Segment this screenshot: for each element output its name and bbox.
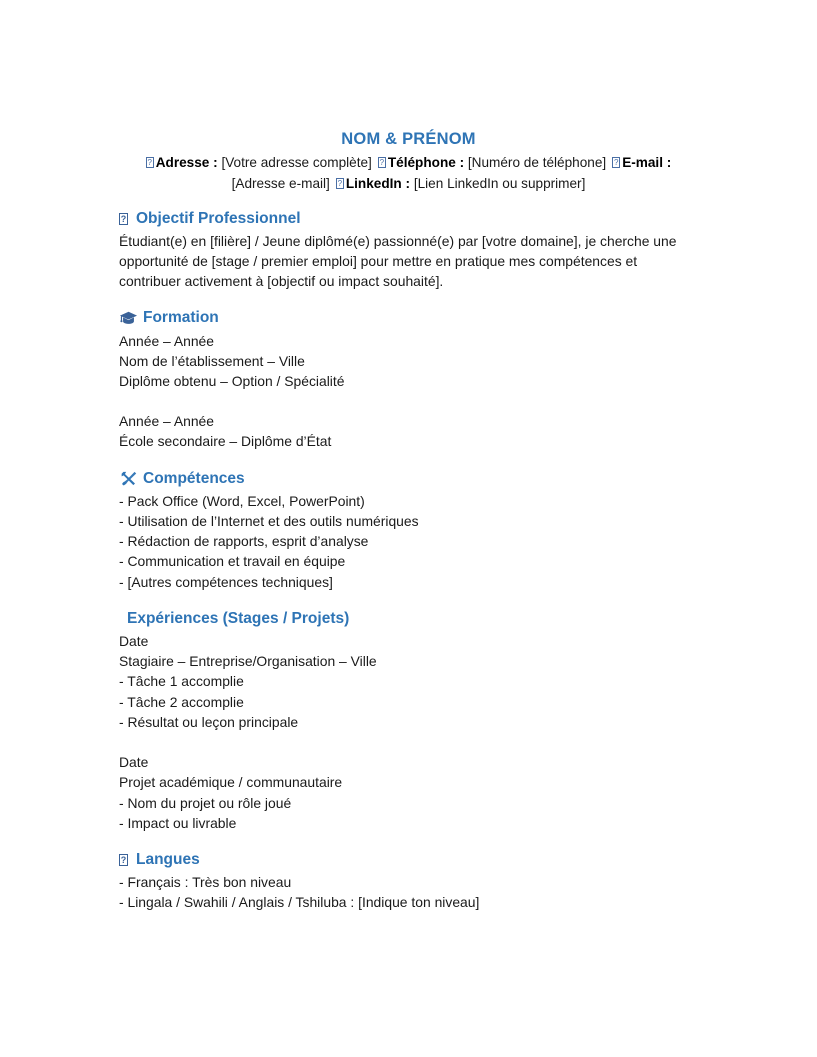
formation-entry-period: Année – Année bbox=[119, 413, 215, 430]
experience-bullet: - Impact ou livrable bbox=[119, 814, 237, 831]
page-title: NOM & PRÉNOM bbox=[341, 130, 476, 148]
experience-bullet: - Tâche 1 accomplie bbox=[119, 673, 244, 690]
phone-label: Téléphone : bbox=[387, 155, 465, 171]
address-value: [Votre adresse complète] bbox=[221, 155, 372, 171]
email-label: E-mail : bbox=[622, 155, 672, 171]
experience-role: Stagiaire – Entreprise/Organisation – Ville bbox=[119, 653, 377, 670]
email-marker-icon bbox=[612, 157, 620, 168]
contact-info-line bbox=[119, 153, 698, 194]
langue-item: - Français : Très bon niveau bbox=[119, 874, 292, 891]
missing-glyph-icon bbox=[119, 211, 132, 226]
formation-entry-institution: École secondaire – Diplôme d’État bbox=[119, 433, 332, 450]
experience-role: Projet académique / communautaire bbox=[119, 774, 343, 791]
formation-entry-institution: Nom de l’établissement – Ville bbox=[119, 352, 305, 369]
experience-bullet: - Nom du projet ou rôle joué bbox=[119, 794, 292, 811]
experience-bullet: - Tâche 2 accomplie bbox=[119, 693, 244, 710]
section-competences bbox=[119, 469, 698, 592]
section-heading-label: Langues bbox=[136, 850, 200, 868]
formation-entry-period: Année – Année bbox=[119, 332, 215, 349]
formation-entry-detail: Diplôme obtenu – Option / Spécialité bbox=[119, 372, 345, 389]
section-objectif bbox=[119, 209, 698, 292]
competence-item: - Communication et travail en équipe bbox=[119, 553, 346, 570]
missing-glyph-icon bbox=[119, 853, 132, 868]
hammer-and-wrench-icon bbox=[119, 471, 138, 486]
competence-item: - Utilisation de l’Internet et des outils numériques bbox=[119, 512, 419, 529]
email-value: [Adresse e-mail] bbox=[231, 175, 330, 191]
section-heading-label: Compétences bbox=[143, 469, 245, 487]
competence-item: - Pack Office (Word, Excel, PowerPoint) bbox=[119, 492, 365, 509]
langue-item: - Lingala / Swahili / Anglais / Tshiluba : [Indique ton niveau] bbox=[119, 894, 480, 911]
section-heading-formation bbox=[119, 308, 698, 328]
experience-date: Date bbox=[119, 754, 149, 771]
linkedin-marker-icon bbox=[336, 178, 344, 189]
section-heading-experiences bbox=[119, 609, 698, 629]
phone-marker-icon bbox=[378, 157, 386, 168]
address-label: Adresse : bbox=[155, 155, 218, 171]
objectif-paragraph: Étudiant(e) en [filière] / Jeune diplômé(e) passionné(e) par [votre domaine], je cherche une opportunité de [stage / premier emploi] pour mettre en pratique mes compétences et contribuer activement à [objectif ou impact souhaité]. bbox=[119, 232, 677, 290]
section-langues bbox=[119, 850, 698, 913]
graduation-cap-icon bbox=[119, 311, 138, 326]
section-heading-label: Formation bbox=[143, 309, 219, 327]
section-heading-label: Objectif Professionnel bbox=[136, 209, 301, 227]
linkedin-value: [Lien LinkedIn ou supprimer] bbox=[413, 175, 586, 191]
linkedin-label: LinkedIn : bbox=[345, 175, 411, 191]
blank-missing-glyph-icon bbox=[119, 611, 127, 626]
phone-value: [Numéro de téléphone] bbox=[467, 155, 607, 171]
address-marker-icon bbox=[146, 157, 154, 168]
competence-item: - Rédaction de rapports, esprit d’analyse bbox=[119, 533, 369, 550]
experience-date: Date bbox=[119, 632, 149, 649]
experience-bullet: - Résultat ou leçon principale bbox=[119, 713, 299, 730]
section-heading-competences bbox=[119, 469, 698, 489]
document-content bbox=[119, 128, 698, 913]
section-experiences bbox=[119, 609, 698, 833]
section-heading-label: Expériences (Stages / Projets) bbox=[127, 609, 350, 627]
section-formation bbox=[119, 308, 698, 451]
section-heading-langues bbox=[119, 850, 698, 870]
competence-item: - [Autres compétences techniques] bbox=[119, 573, 333, 590]
section-heading-objectif bbox=[119, 209, 698, 229]
